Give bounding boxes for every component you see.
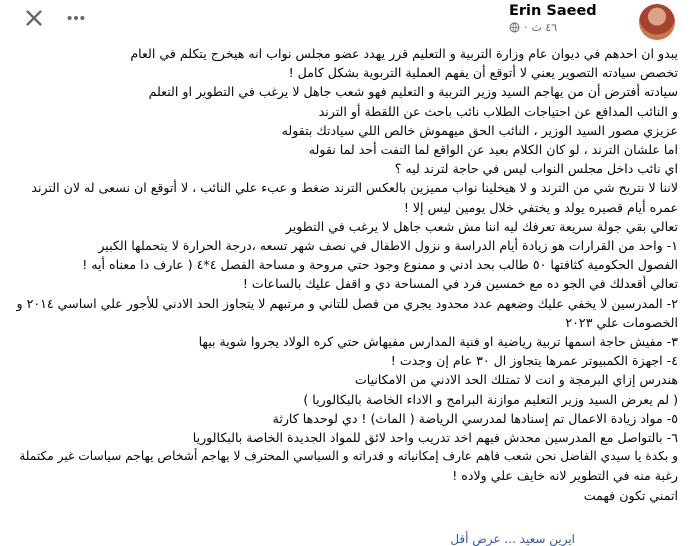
post-line: و بكدة يا سيدي الفاضل نحن شعب فاهم عارف إمكانياته و قدراته و السياسي المحترف لا يهاجم أشخاص يهاجم سياسات غير مكتملة xyxy=(19,449,678,464)
post-line: تعالي بقي جولة سريعة تعرفك ليه اننا مش شعب جاهل لا يرغب في التطوير xyxy=(285,218,678,234)
close-icon xyxy=(23,7,45,29)
globe-icon[interactable] xyxy=(509,22,520,33)
post-header xyxy=(0,0,695,42)
post-line: اي نائب داخل مجلس النواب ليس في حاجة لترند ليه ؟ xyxy=(394,161,678,177)
post-line: ٦- بالتواصل مع المدرسين محدش فيهم اخد تدريب واحد لائق للمواد الجديدة الخاصة بالبكالوريا xyxy=(192,430,678,446)
post-line: سيادته أفترض أن من يهاجم السيد وزير التربية و التعليم فهو شعب جاهل لا يرغب في التطوير او التعلم xyxy=(148,84,678,100)
author-name[interactable]: Erin Saeed xyxy=(509,3,597,19)
post-timestamp[interactable]: ٤٦ ث xyxy=(531,21,558,34)
more-options-button[interactable] xyxy=(62,4,90,32)
post-line: الفصول الحكومية كثافتها ٥٠ طالب بحد ادني و ممنوع وجود حتي مروحة و مساحة الفصل ٤*٤ ( عارف دا معناه أيه ! xyxy=(82,257,678,273)
post-line: ( لم يعرض السيد وزير التعليم موازنة البرامج و الاداء الخاصة بالبكالوريا ) xyxy=(303,391,678,407)
more-dots-icon xyxy=(65,7,87,29)
post-line: و النائب المدافع عن احتياجات الطلاب نائب باحث عن اللقطة أو الترند xyxy=(318,103,678,119)
post-meta xyxy=(509,21,629,34)
post-body xyxy=(16,44,678,505)
post-line: عمره أيام قصيره يولد و يختفي خلال يومين ليس إلا ! xyxy=(403,199,678,215)
post-dot: · xyxy=(524,21,528,34)
see-less-link[interactable]: ايرين سعيد ... عرض أقل xyxy=(450,532,575,546)
post-line: ٥- مواد زيادة الاعمال تم إسنادها لمدرسي الرياضة ( الماث) ! دي لوحدها كارثة xyxy=(272,410,678,426)
post-line: ٤- اجهزة الكمبيوتر عمرها يتجاوز ال ٣٠ عام إن وجدت ! xyxy=(390,353,678,369)
post-line: اتمني تكون فهمت xyxy=(583,487,678,503)
author-block xyxy=(509,3,629,34)
post-line: يبدو ان احدهم في ديوان عام وزارة التربية و التعليم قرر يهدد عضو مجلس نواب انه هيخرج يتكلم في العام xyxy=(130,46,678,61)
post-line: ٢- المدرسين لا يخفي عليك وضعهم عدد محدود يجري من فصل للتاني و مرتبهم لا يتجاوز الحد الادني للأجور علي اساسي ٢٠١٤ و xyxy=(16,295,678,311)
author-avatar[interactable] xyxy=(639,4,675,40)
post-line: رغبة منه في التطوير لانه خايف علي ولاده ! xyxy=(452,468,678,484)
post-line: تعالي أقعدلك في الجو ده مع خمسين فرد في المساحة دي و اقفل عليك بالساعات ! xyxy=(242,276,678,292)
post-line: ٣- مفيش حاجة اسمها تربية رياضية او فنية المدارس مفيهاش حتي كره الولاد يجروا شوية بيها xyxy=(198,334,678,350)
post-line: ١- واحد من القرارات هو زيادة أيام الدراسة و نزول الاطفال في نصف شهر تسعه ،درجة الحرارة لا يتحملها الكبير xyxy=(98,238,678,254)
post-line: هندرس إزاي البرمجة و انت لا تمتلك الحد الادني من الامكانيات xyxy=(354,372,678,388)
close-button[interactable] xyxy=(20,4,48,32)
post-line: اما علشان الترند ، لو كان الكلام بعيد عن الواقع لما التفت أحد لما نقوله xyxy=(308,142,678,158)
post-line: تخصص سيادته التصوير يعني لا أتوقع أن يفهم العملية التربوية بشكل كامل ! xyxy=(288,65,678,81)
post-line: الخصومات علي ٢٠٢٣ xyxy=(565,314,678,330)
post-line: لاننا لا نتريح شي من الترند و لا هيخلينا نواب مميزين بالعكس الترند ضغط و عبء علي النائب ، لا أتوقع ان نسعى له لان الترند xyxy=(31,180,678,196)
post-line: عزيزي مصور السيد الوزير ، النائب الحق ميهموش خالص اللي سيادتك بتقوله xyxy=(281,122,678,138)
